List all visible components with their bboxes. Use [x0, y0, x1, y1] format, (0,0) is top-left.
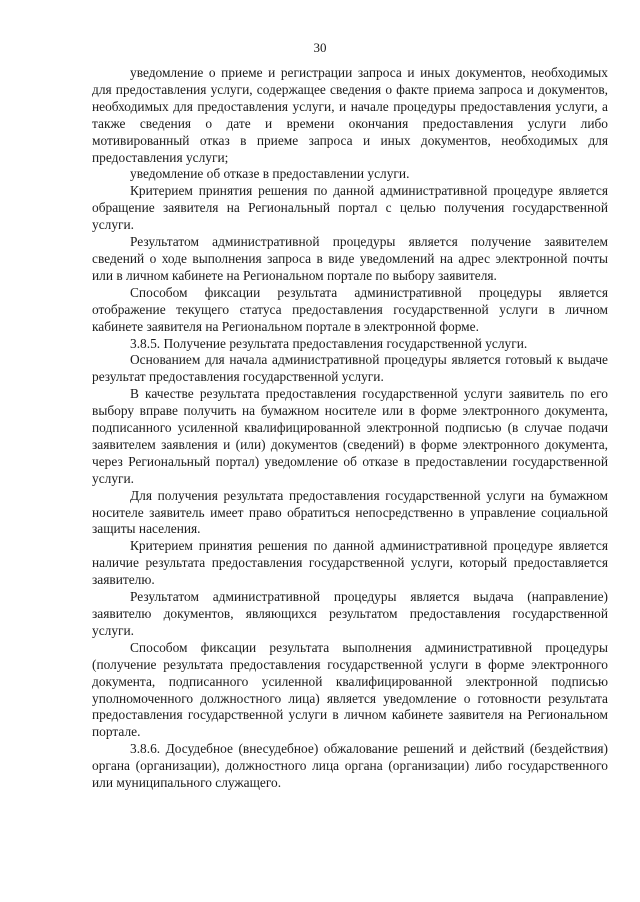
paragraph-notice-receipt: уведомление о приеме и регистрации запроса и иных документов, необходимых для предоставления услуги, содержащее сведения о факте приема запроса и документов, необходимых для предоставления услуги, и начале процедуры предоставления услуги, а также сведения о дате и времени окончания предоставления услуги либо мотивированный отказ в приеме запроса и иных документов, необходимых для предоставления услуги; — [92, 65, 608, 165]
document-body — [92, 65, 608, 792]
paragraph-notice-refusal: уведомление об отказе в предоставлении услуги. — [130, 166, 410, 182]
paragraph-fixation-readiness: Способом фиксации результата выполнения административной процедуры (получение результата предоставления государственной услуги в форме электронного документа, подписанного усиленной квалифицированной электронной подписью уполномоченного должностного лица) является уведомление о готовности результата предоставления государственной услуги в личном кабинете заявителя на Региональном портале. — [92, 639, 608, 740]
section-heading-3-8-6: 3.8.6. Досудебное (внесудебное) обжалование решений и действий (бездействия) органа (организации), должностного лица органа (организации) либо государственного или муниципального служащего. — [92, 741, 608, 791]
paragraph-result-issue: Результатом административной процедуры является выдача (направление) заявителю документов, являющихся результатом предоставления государственной услуги. — [92, 589, 608, 638]
paragraph-result-choice: В качестве результата предоставления государственной услуги заявитель по его выбору вправе получить на бумажном носителе или в форме электронного документа, подписанного усиленной квалифицированной электронной подписью (в случае подачи заявителем заявления и (или) документов (сведений) в форме электронного документа, через Региональный портал) уведомление об отказе в предоставлении государственной услуги. — [92, 386, 608, 486]
page-number: 30 — [313, 40, 327, 55]
paragraph-basis: Основанием для начала административной процедуры является готовый к выдаче результат предоставления государственной услуги. — [92, 352, 608, 385]
paragraph-result-status: Результатом административной процедуры является получение заявителем сведений о ходе выполнения запроса в виде уведомлений на адрес электронной почты или в личном кабинете на Региональном портале по выбору заявителя. — [92, 234, 608, 283]
paragraph-fixation-status: Способом фиксации результата административной процедуры является отображение текущего статуса предоставления государственной услуги в личном кабинете заявителя на Региональном портале в электронной форме. — [92, 284, 608, 334]
paragraph-paper-result: Для получения результата предоставления государственной услуги на бумажном носителе заявитель имеет право обратиться непосредственно в управление социальной защиты населения. — [92, 487, 608, 537]
paragraph-criterion-result: Критерием принятия решения по данной административной процедуре является наличие результата предоставления государственной услуги, который предоставляется заявителю. — [92, 538, 608, 588]
section-heading-3-8-5: 3.8.5. Получение результата предоставления государственной услуги. — [130, 335, 528, 351]
paragraph-criterion-portal: Критерием принятия решения по данной административной процедуре является обращение заявителя на Региональный портал с целью получения государственной услуги. — [92, 183, 608, 233]
